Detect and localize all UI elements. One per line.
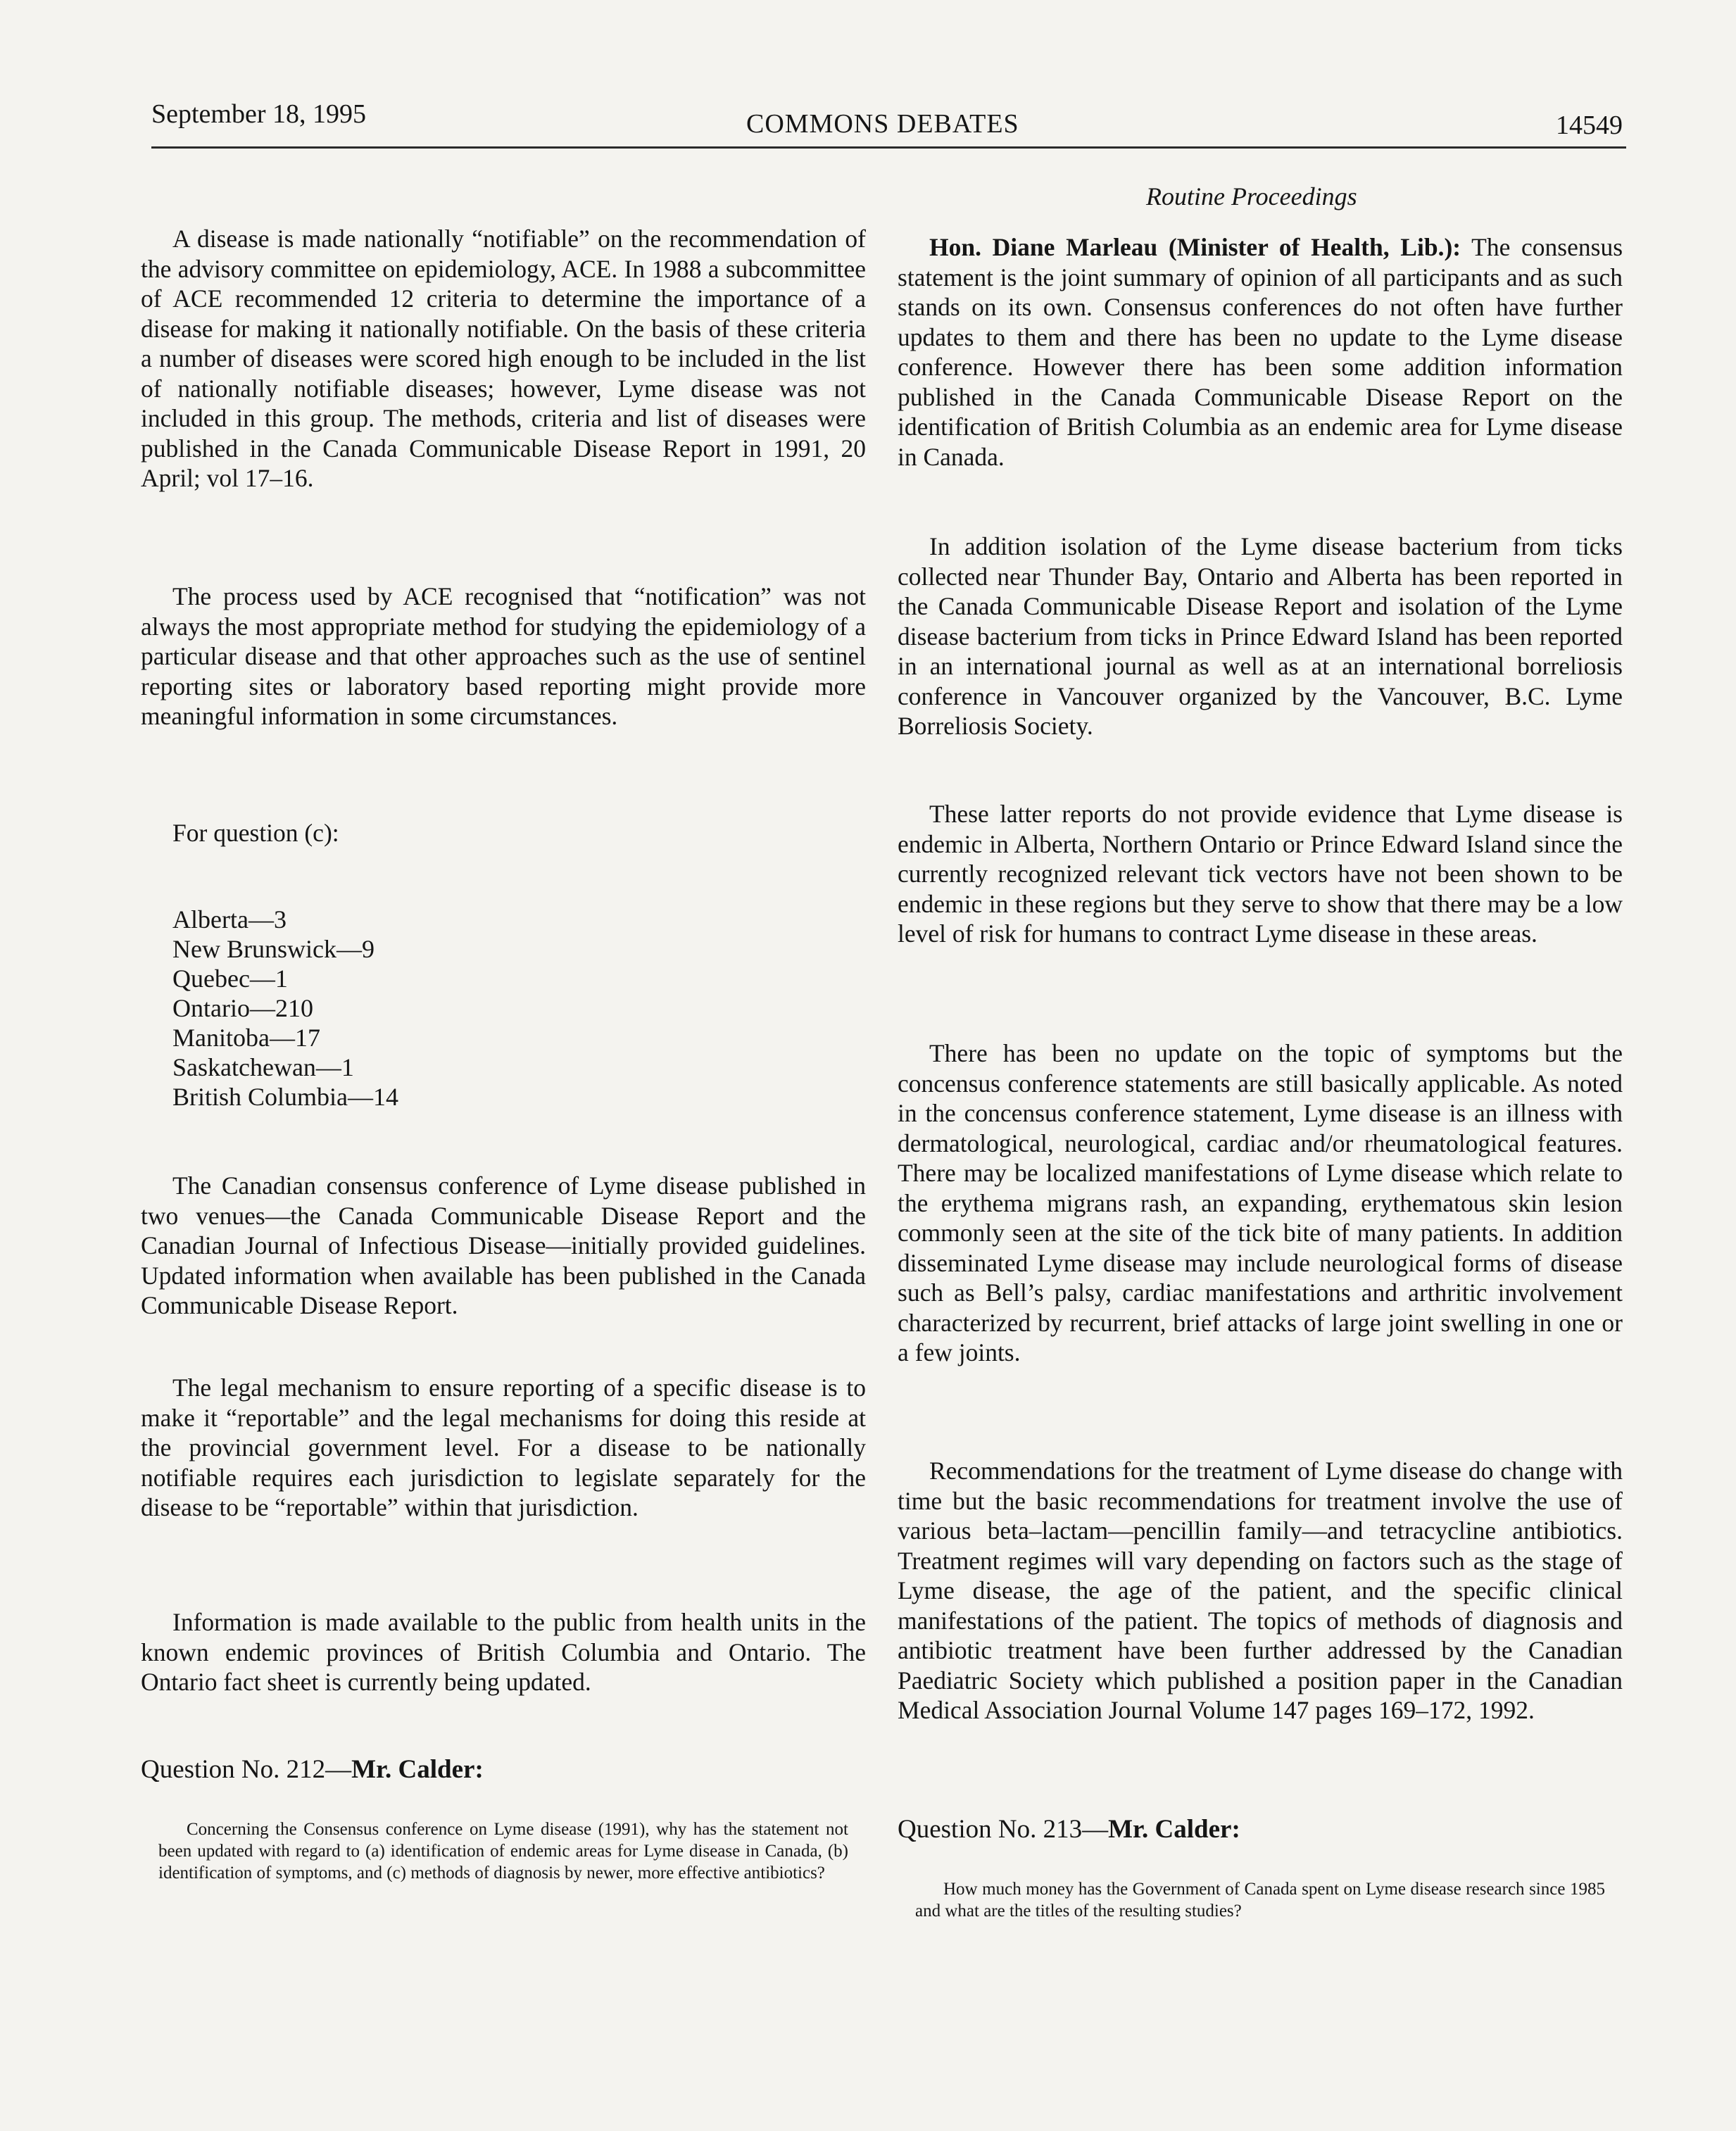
- right-paragraph-3: These latter reports do not provide evidence that Lyme disease is endemic in Alberta, Northern Ontario or Prince Edward Island since the currently recognized relevant tick vectors have not been shown to be endemic in these regions but they serve to show that there may be a low level of risk for humans to contract Lyme disease in these areas.: [898, 800, 1623, 948]
- question-212-member: Mr. Calder:: [351, 1755, 484, 1784]
- question-212-text: Concerning the Consensus conference on Lyme disease (1991), why has the statement not been updated with regard to (a) identification of endemic areas for Lyme disease in Canada, (b) identification of symptoms, and (c) methods of diagnosis by newer, more effective antibiotics?: [158, 1820, 848, 1882]
- left-paragraph-3: The Canadian consensus conference of Lyme disease published in two venues—the Canada Communicable Disease Report and the Canadian Journal of Infectious Disease—initially provided guidelines. Updated information when available has been published in the Canada Communicable Disease Report.: [141, 1171, 866, 1319]
- left-paragraph-4: The legal mechanism to ensure reporting of a specific disease is to make it “reportable” and the legal mechanisms for doing this reside at the provincial government level. For a disease to be nationally notifiable requires each jurisdiction to legislate separately for the disease to be “reportable” within that jurisdiction.: [141, 1373, 866, 1521]
- page-header: [151, 99, 1623, 144]
- question-c-label: For question (c):: [172, 819, 339, 847]
- province-list: [172, 905, 398, 1112]
- header-title: COMMONS DEBATES: [746, 109, 1019, 139]
- right-paragraph-1-text: The consensus statement is the joint summary of opinion of all participants and as such stands on its own. Consensus conferences do not often have further updates to them and there has been no update to the Lyme disease conference. However there has been some addition information published in the Canada Communicable Disease Report on the identification of British Columbia as an endemic area for Lyme disease in Canada.: [898, 233, 1623, 471]
- question-213-label: Question No. 213—: [898, 1815, 1109, 1844]
- list-item: Saskatchewan—1: [172, 1053, 354, 1081]
- question-213-heading: [898, 1815, 1240, 1845]
- question-213-text: How much money has the Government of Canada spent on Lyme disease research since 1985 and what are the titles of the resulting studies?: [915, 1880, 1605, 1921]
- header-rule: [151, 146, 1626, 149]
- speaker-name: Hon. Diane Marleau (Minister of Health, Lib.):: [929, 233, 1461, 261]
- list-item: New Brunswick—9: [172, 935, 375, 963]
- question-213-member: Mr. Calder:: [1108, 1815, 1240, 1844]
- right-paragraph-4: There has been no update on the topic of symptoms but the concensus conference statements are still basically applicable. As noted in the concensus conference statement, Lyme disease is an illness with dermatological, neurological, cardiac and/or rheumatological features. There may be localized manifestations of Lyme disease which relate to the erythema migrans rash, an expanding, erythematous skin lesion commonly seen at the site of the tick bite of many patients. In addition disseminated Lyme disease may include neurological forms of disease such as Bell’s palsy, cardiac manifestations and arthritic involvement characterized by recurrent, brief attacks of large joint swelling in one or a few joints.: [898, 1039, 1623, 1366]
- right-paragraph-1: [898, 232, 1623, 472]
- left-paragraph-2: The process used by ACE recognised that “notification” was not always the most appropriate method for studying the epidemiology of a particular disease and that other approaches such as the use of sentinel reporting sites or laboratory based reporting might provide more meaningful information in some circumstances.: [141, 582, 866, 730]
- left-paragraph-1: A disease is made nationally “notifiable” on the recommendation of the advisory committee on epidemiology, ACE. In 1988 a subcommittee of ACE recommended 12 criteria to determine the importance of a disease for making it nationally notifiable. On the basis of these criteria a number of diseases were scored high enough to be included in the list of nationally notifiable diseases; however, Lyme disease was not included in this group. The methods, criteria and list of diseases were published in the Canada Communicable Disease Report in 1991, 20 April; vol 17–16.: [141, 225, 866, 492]
- left-paragraph-5: Information is made available to the public from health units in the known endemic provinces of British Columbia and Ontario. The Ontario fact sheet is currently being updated.: [141, 1608, 866, 1696]
- right-paragraph-5: Recommendations for the treatment of Lyme disease do change with time but the basic recommendations for treatment involve the use of various beta–lactam—pencillin family—and tetracycline antibiotics. Treatment regimes will vary depending on factors such as the stage of Lyme disease, the age of the patient, and the specific clinical manifestations of the patient. The topics of methods of diagnosis and antibiotic treatment have been further addressed by the Canadian Paediatric Society which published a position paper in the Canadian Medical Association Journal Volume 147 pages 169–172, 1992.: [898, 1457, 1623, 1724]
- list-item: Alberta—3: [172, 905, 287, 934]
- header-date: September 18, 1995: [151, 99, 367, 129]
- list-item: British Columbia—14: [172, 1083, 399, 1111]
- running-head: Routine Proceedings: [1146, 182, 1357, 210]
- header-page-number: 14549: [1556, 111, 1623, 140]
- question-212-heading: [141, 1755, 484, 1785]
- list-item: Quebec—1: [172, 964, 288, 993]
- list-item: Ontario—210: [172, 994, 313, 1022]
- list-item: Manitoba—17: [172, 1024, 320, 1052]
- question-212-label: Question No. 212—: [141, 1755, 352, 1784]
- right-paragraph-2: In addition isolation of the Lyme disease bacterium from ticks collected near Thunder Bay, Ontario and Alberta has been reported in the Canada Communicable Disease Report and isolation of the Lyme disease bacterium from ticks in Prince Edward Island has been reported in an international journal as well as at an international borreliosis conference in Vancouver organized by the Vancouver, B.C. Lyme Borreliosis Society.: [898, 532, 1623, 740]
